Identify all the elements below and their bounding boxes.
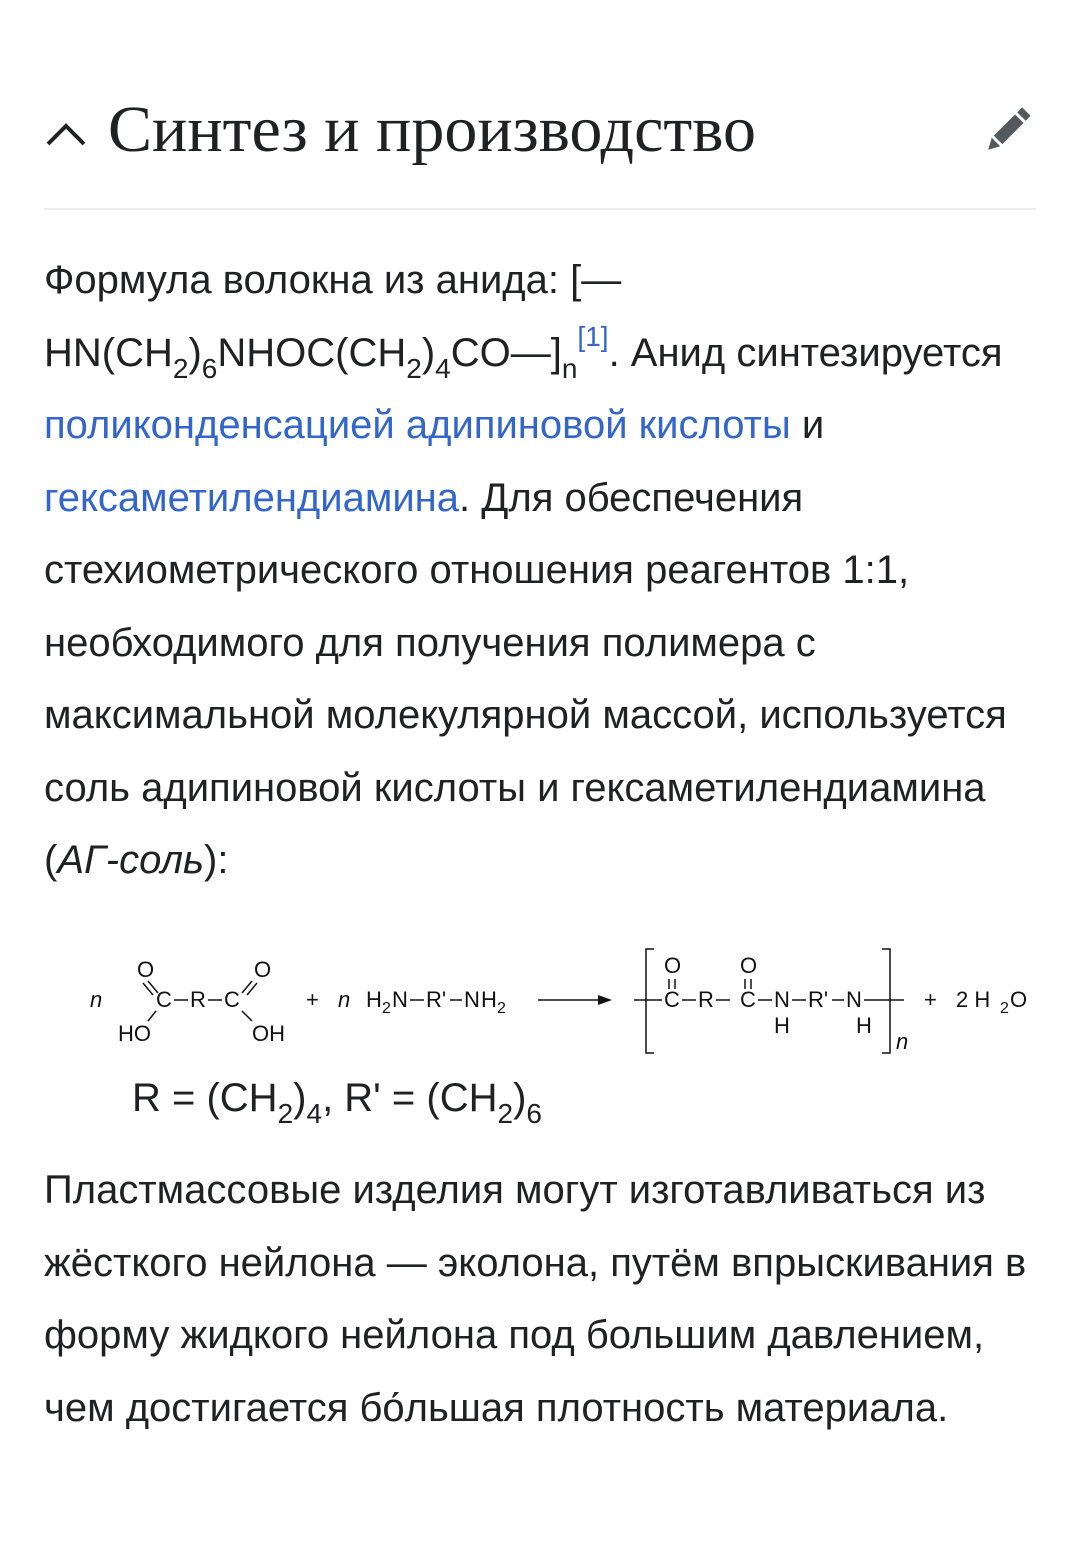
paragraph-plastics: Пластмассовые изделия могут изготавливаться из жёсткого нейлона — эколона, путём впрыскивания в форму жидкого нейлона под большим давлением, чем достигается бо́льшая плотность материала.: [44, 1168, 1027, 1430]
svg-text:R': R': [426, 987, 447, 1012]
svg-text:C: C: [156, 987, 172, 1012]
svg-text:O: O: [1010, 987, 1028, 1012]
substitution-line: $R = (CH_2)_4$, $R' = (CH_2)_6$: [132, 1076, 542, 1129]
svg-text:2: 2: [497, 1000, 506, 1017]
svg-text:n: n: [896, 1029, 909, 1054]
reference-link[interactable]: [1]: [577, 320, 609, 352]
svg-text:N: N: [774, 987, 790, 1012]
svg-text:N: N: [846, 987, 862, 1012]
svg-text:R': R': [808, 987, 829, 1012]
svg-text:C: C: [224, 987, 240, 1012]
svg-text:2: 2: [382, 1000, 391, 1017]
svg-text:H: H: [366, 987, 382, 1012]
svg-text:n: n: [90, 987, 103, 1012]
svg-text:R: R: [190, 987, 206, 1012]
paragraph-formula: Формула волокна из анида: $[—HN(CH_2)_6NHOC(CH_2)_4CO—]_n[1]$. Анид синтезируется поликонденсацией адипиновой кислоты и гексаметилендиамина. Для обеспечения стехиометрического отношения реагентов 1:1, необходимого для получения полимера с максимальной молекулярной массой, используется соль адипиновой кислоты и гексаметилендиамина (АГ-соль):: [44, 258, 1007, 882]
svg-text:O: O: [137, 957, 155, 982]
svg-text:HO: HO: [118, 1021, 151, 1046]
svg-text:O: O: [740, 953, 758, 978]
svg-text:H: H: [481, 987, 497, 1012]
svg-text:2 H: 2 H: [956, 987, 991, 1012]
svg-text:C: C: [740, 987, 756, 1012]
svg-text:H: H: [774, 1013, 790, 1038]
svg-text:C: C: [664, 987, 680, 1012]
section-divider: [44, 208, 1036, 210]
svg-text:H: H: [856, 1013, 872, 1038]
reaction-scheme: [86, 945, 1046, 1065]
svg-text:2: 2: [1000, 1000, 1009, 1017]
svg-text:O: O: [254, 957, 272, 982]
svg-text:OH: OH: [252, 1021, 285, 1046]
svg-text:O: O: [664, 953, 682, 978]
section-title: Синтез и производство: [108, 93, 756, 166]
svg-text:N: N: [392, 987, 408, 1012]
svg-text:n: n: [338, 987, 351, 1012]
link-polycondensation[interactable]: поликонденсацией адипиновой кислоты: [44, 403, 791, 447]
chevron-up-icon[interactable]: [44, 118, 88, 148]
svg-text:+: +: [306, 987, 319, 1012]
section-header: [44, 80, 1036, 180]
pencil-icon[interactable]: [980, 102, 1036, 158]
svg-text:R: R: [698, 987, 714, 1012]
svg-text:N: N: [464, 987, 480, 1012]
svg-text:+: +: [924, 987, 937, 1012]
link-hexamethylenediamine[interactable]: гексаметилендиамина: [44, 475, 460, 520]
